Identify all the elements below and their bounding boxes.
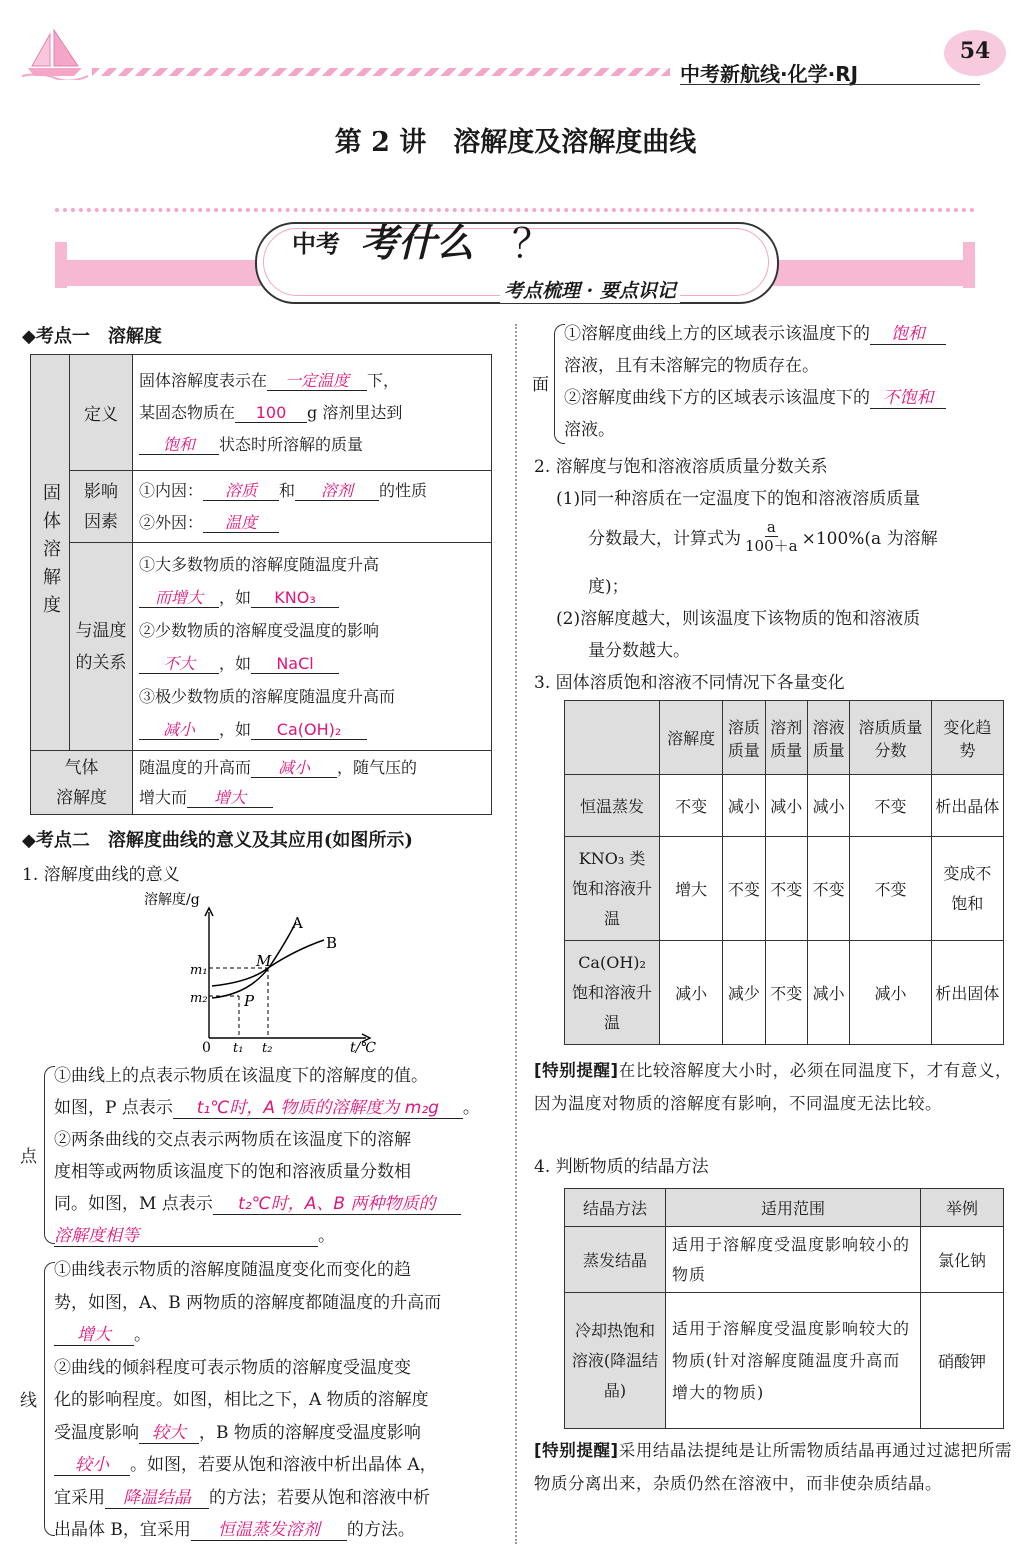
- curve-a: [212, 922, 296, 998]
- column-divider: [515, 324, 517, 1544]
- item1-title: 1. 溶解度曲线的意义: [22, 865, 180, 885]
- label-b: B: [326, 934, 338, 952]
- banner-question-mark: ？: [512, 221, 552, 267]
- header-trend: 变化趋势: [931, 701, 1003, 775]
- item2-title: 2. 溶解度与饱和溶液溶质质量分数关系: [534, 457, 828, 477]
- special-tip-1: [特别提醒]在比较溶解度大小时，必须在同温度下，才有意义，因为温度对物质的溶解度有影响，不同温度无法比较。: [534, 1061, 1012, 1113]
- point-block: ①曲线上的点表示物质在该温度下的溶解度的值。 如图，P 点表示 t₁℃时，A 物质的溶解度为 m₂g 。 ②两条曲线的交点表示两物质在该温度下的溶解 度相等或两物质该温度下的饱和溶液质量分数相 同。如图，M 点表示 t₂℃时，A、B 两种物质的 溶解度相等 。: [54, 1066, 480, 1246]
- label-m1: m₁: [190, 963, 208, 978]
- face-block: ①溶解度曲线上方的区域表示该温度下的 饱和 溶液，且有未溶解完的物质存在。 ②溶解度曲线下方的区域表示该温度下的 不饱和 溶液。: [564, 318, 946, 446]
- header-stripe: [92, 68, 670, 76]
- solubility-curve-graph: [140, 886, 400, 1056]
- banner-main: 考什么: [360, 221, 475, 265]
- temperature-cell: ①大多数物质的溶解度随温度升高 而增大 ，如 KNO₃ ②少数物质的溶解度受温度的影响 不大 ，如 NaCl ③极少数物质的溶解度随温度升高而 减小 ，如 Ca(OH)₂: [133, 543, 492, 751]
- label-m: M: [256, 952, 272, 970]
- page-number: 54: [959, 38, 991, 64]
- solid-solubility-label: 固体溶解度: [31, 355, 70, 751]
- graph-xlabel: t/℃: [350, 1040, 377, 1056]
- item4-title: 4. 判断物质的结晶方法: [534, 1157, 709, 1177]
- definition-cell: 固体溶解度表示在 一定温度 下， 某固态物质在 100 g 溶剂里达到 饱和 状态时所溶解的质量: [133, 355, 492, 471]
- label-origin: 0: [202, 1040, 211, 1056]
- face-side-label: 面: [532, 375, 549, 395]
- header-solubility: 溶解度: [660, 701, 723, 775]
- label-p: P: [244, 992, 255, 1010]
- item2-p2: (2)溶解度越大，则该温度下该物质的饱和溶液质: [556, 609, 921, 629]
- banner-prefix: 中考: [292, 230, 340, 258]
- point-side-label: 点: [20, 1147, 37, 1167]
- item3-title: 3. 固体溶质饱和溶液不同情况下各量变化: [534, 673, 845, 693]
- header-example: 举例: [921, 1189, 1004, 1227]
- gas-solubility-label: 气体 溶解度: [31, 751, 133, 815]
- table-row: KNO₃ 类饱和溶液升温 增大 不变 不变 不变 不变 变成不饱和: [565, 837, 1004, 941]
- curve-block: ①曲线表示物质的溶解度随温度变化而变化的趋 势，如图，A、B 两物质的溶解度都随温度的升高而 增大 。 ②曲线的倾斜程度可表示物质的溶解度受温度变 化的影响程度。如图，相比之下，A 物质的溶解度 受温度影响 较大 ，B 物质的溶解度受温度影响 较小 。如图，若要从饱和溶液中析出晶体 A， 宜采用 降温结晶 的方法；若要从饱和溶液中析 出晶体 B，宜采用 恒温蒸发溶剂 的方法。: [54, 1260, 442, 1540]
- section1-heading: ◆考点一 溶解度: [22, 326, 162, 347]
- factors-cell: ①内因： 溶质 和 溶剂 的性质 ②外因： 温度: [133, 471, 492, 543]
- fraction: $\frac{a}{100+a}$: [745, 518, 798, 555]
- label-t1: t₁: [233, 1041, 244, 1056]
- header-solution-mass: 溶液质量: [807, 701, 849, 775]
- header-range: 适用范围: [666, 1189, 921, 1227]
- lesson-title: 第 2 讲 溶解度及溶解度曲线: [334, 127, 697, 158]
- header-method: 结晶方法: [565, 1189, 666, 1227]
- header-solvent-mass: 溶剂质量: [765, 701, 807, 775]
- series-title: 中考新航线·化学·RJ: [680, 62, 859, 86]
- item2-p1b: 分数最大，计算式为 $\frac{a}{100+a}$ ×100%(a 为溶解: [588, 518, 938, 555]
- variation-table: [564, 700, 1004, 1045]
- table-row: 冷却热饱和溶液(降温结晶) 适用于溶解度受温度影响较大的物质(针对溶解度随温度升高而增大的物质) 硝酸钾: [565, 1293, 1004, 1429]
- header-solute-mass: 溶质质量: [723, 701, 765, 775]
- factors-label: 影响 因素: [70, 471, 133, 543]
- item2-p1: (1)同一种溶质在一定温度下的饱和溶液溶质质量: [556, 489, 921, 509]
- banner-subtitle: 考点梳理 · 要点识记: [500, 276, 680, 303]
- section2-heading: ◆考点二 溶解度曲线的意义及其应用(如图所示): [22, 830, 413, 851]
- curve-side-label: 线: [20, 1391, 37, 1411]
- gas-solubility-cell: 随温度的升高而 减小 ，随气压的 增大而 增大: [133, 751, 492, 815]
- diamond-icon: ◆: [22, 830, 36, 851]
- table-row: Ca(OH)₂ 饱和溶液升温 减小 减少 不变 减小 减小 析出固体: [565, 941, 1004, 1045]
- crystallization-table: [564, 1188, 1004, 1429]
- header-rule: [680, 84, 980, 85]
- diamond-icon: ◆: [22, 326, 36, 347]
- item2-p2b: 量分数越大。: [588, 641, 690, 661]
- solubility-table: [30, 354, 492, 815]
- header-mass-fraction: 溶质质量分数: [850, 701, 931, 775]
- temperature-label: 与温度 的关系: [70, 543, 133, 751]
- label-t2: t₂: [262, 1041, 273, 1056]
- ship-logo: [20, 28, 90, 80]
- table-row: 恒温蒸发 不变 减小 减小 减小 不变 析出晶体: [565, 775, 1004, 837]
- table-row: 蒸发结晶 适用于溶解度受温度影响较小的物质 氯化钠: [565, 1227, 1004, 1293]
- label-a: A: [292, 914, 303, 932]
- graph-ylabel: 溶解度/g: [144, 892, 200, 908]
- item2-p1d: 度)；: [588, 577, 629, 597]
- label-m2: m₂: [190, 991, 208, 1006]
- special-tip-2: [特别提醒]采用结晶法提纯是让所需物质结晶再通过过滤把所需物质分离出来，杂质仍然在溶液中，而非使杂质结晶。: [534, 1441, 1012, 1493]
- definition-label: 定义: [70, 355, 133, 471]
